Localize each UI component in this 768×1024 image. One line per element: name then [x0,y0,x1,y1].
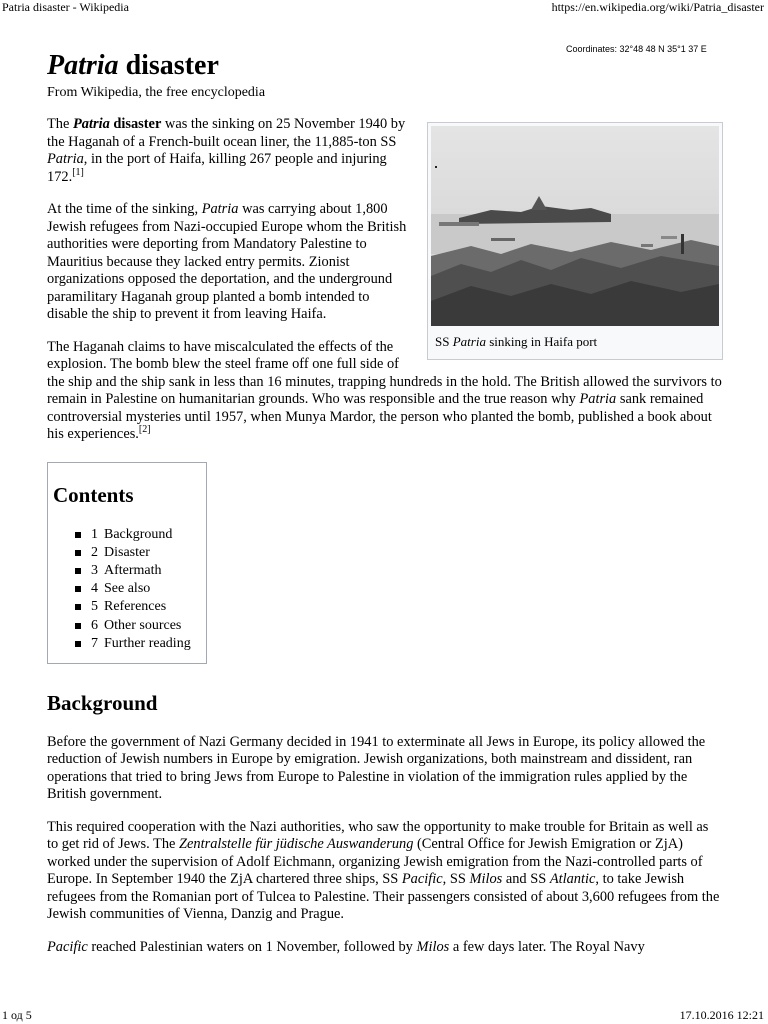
table-of-contents [47,462,207,664]
text-italic: Patria [579,391,617,407]
print-header-title: Patria disaster - Wikipedia [2,0,129,14]
text: , in the port of Haifa, killing 267 people and injuring 172. [47,151,387,185]
text: sank remained controversial mysteries until 1957, when Munya Mardor, the person who planted the bomb, published a book about his experiences. [47,391,712,442]
toc-label[interactable]: Disaster [104,544,150,560]
toc-number: 3 [91,562,98,578]
text-italic: Patria [47,151,84,167]
toc-item-further-reading[interactable] [75,635,206,653]
reference-link[interactable]: [1] [72,166,84,178]
toc-number: 7 [91,635,98,651]
page-title-rest: disaster [118,50,219,81]
text: , to take Jewish refugees from the Romanian port of Tulcea to Palestine. Their passengers consisted of about 3,600 refugees from the Jewish communities of Vienna, Danzig and Prague. [47,871,720,923]
toc-number: 2 [91,544,98,560]
print-footer-page: 1 од 5 [2,1008,32,1022]
background-paragraph-1: Before the government of Nazi Germany decided in 1941 to exterminate all Jews in Europe, its policy allowed the reduction of Jewish numbers in Europe by emigration. Jewish organizations, both mainstream and dissident, ran operations that tried to bring Jews from Europe to Palestine in violation of the immigration rules applied by the British government. [47,733,706,803]
toc-title: Contents [53,482,134,507]
page-title [47,48,723,84]
toc-number: 4 [91,581,98,597]
toc-item-disaster[interactable] [75,544,206,562]
caption-ship-name: Patria [452,334,486,349]
text: This required cooperation with the Nazi authorities, who saw the opportunity to make trouble for Britain as well as to get rid of Jews. The [47,818,709,853]
image-caption [431,326,719,356]
toc-list [53,526,206,653]
background-paragraph-2 [47,819,723,924]
text: , SS [442,871,470,888]
article-image-box [427,122,723,360]
coordinates[interactable]: Coordinates: 32°48 48 N 35°1 37 E [566,44,707,54]
toc-item-background[interactable] [75,526,206,544]
text-bold: disaster [109,116,162,132]
text-italic: Patria [201,201,239,217]
caption-prefix: SS [435,334,453,349]
text-bold-italic: Patria [72,116,110,132]
toc-label[interactable]: Background [104,526,173,542]
toc-number: 5 [91,599,98,615]
toc-label[interactable]: Other sources [104,617,182,633]
text: reached Palestinian waters on 1 November, followed by [87,938,417,955]
text-italic: Pacific [401,871,443,888]
text-italic: Milos [469,871,503,888]
print-footer-datetime: 17.10.2016 12:21 [679,1008,764,1022]
toc-label[interactable]: Further reading [104,635,191,651]
text-italic: Pacific [47,938,88,955]
toc-number: 1 [91,526,98,542]
toc-item-aftermath[interactable] [75,562,206,580]
text: and SS [502,871,550,888]
tagline: From Wikipedia, the free encyclopedia [47,85,266,100]
text-italic: Milos [416,938,450,955]
text: was carrying about 1,800 Jewish refugees from Nazi-occupied Europe whom the British authorities were deporting from Mandatory Palestine to Mauritius because they lacked entry permits. Zionist organizations opposed the deportation, and the underground paramilitary Haganah group planted a bomb intended to disable the ship to prevent it from leaving Haifa. [47,201,407,322]
text: The [47,116,73,132]
toc-label[interactable]: Aftermath [104,562,162,578]
text: (Central Office for Jewish Emigration or ZjA) worked under the supervision of Adolf Eichmann, organizing Jewish emigration from the Nazi-controlled parts of Europe. In September 1940 the ZjA chartered three ships, SS [47,836,703,888]
article-content [47,48,723,971]
text: The Haganah claims to have miscalculated the effects of the explosion. The bomb blew the steel frame off one full side of the ship and the ship sank in less than 16 minutes, trapping hundreds in the hold. The British allowed the survivors to remain in Palestine on humanitarian grounds. Who was responsible and the true reason why [47,338,722,407]
text: was the sinking on 25 November 1940 by the Haganah of a French-built ocean liner, the 11,885-ton SS [47,116,406,150]
background-paragraph-3 [47,939,723,957]
toc-item-references[interactable] [75,598,206,616]
section-heading-background: Background [47,690,158,715]
reference-link[interactable]: [2] [138,424,151,436]
text: a few days later. The Royal Navy [449,938,645,955]
toc-item-other-sources[interactable] [75,617,206,635]
text-italic: Zentralstelle für jüdische Auswanderung [179,836,414,853]
toc-item-see-also[interactable] [75,580,206,598]
toc-label[interactable]: References [104,599,167,615]
toc-number: 6 [91,617,98,633]
page-title-italic: Patria [47,50,119,81]
ship-sinking-photo[interactable] [431,126,719,326]
print-header-url[interactable]: https://en.wikipedia.org/wiki/Patria_disaster [551,0,764,14]
text-italic: Atlantic [549,871,596,888]
toc-label[interactable]: See also [104,581,151,597]
text: At the time of the sinking, [47,201,202,217]
caption-suffix: sinking in Haifa port [485,334,598,349]
